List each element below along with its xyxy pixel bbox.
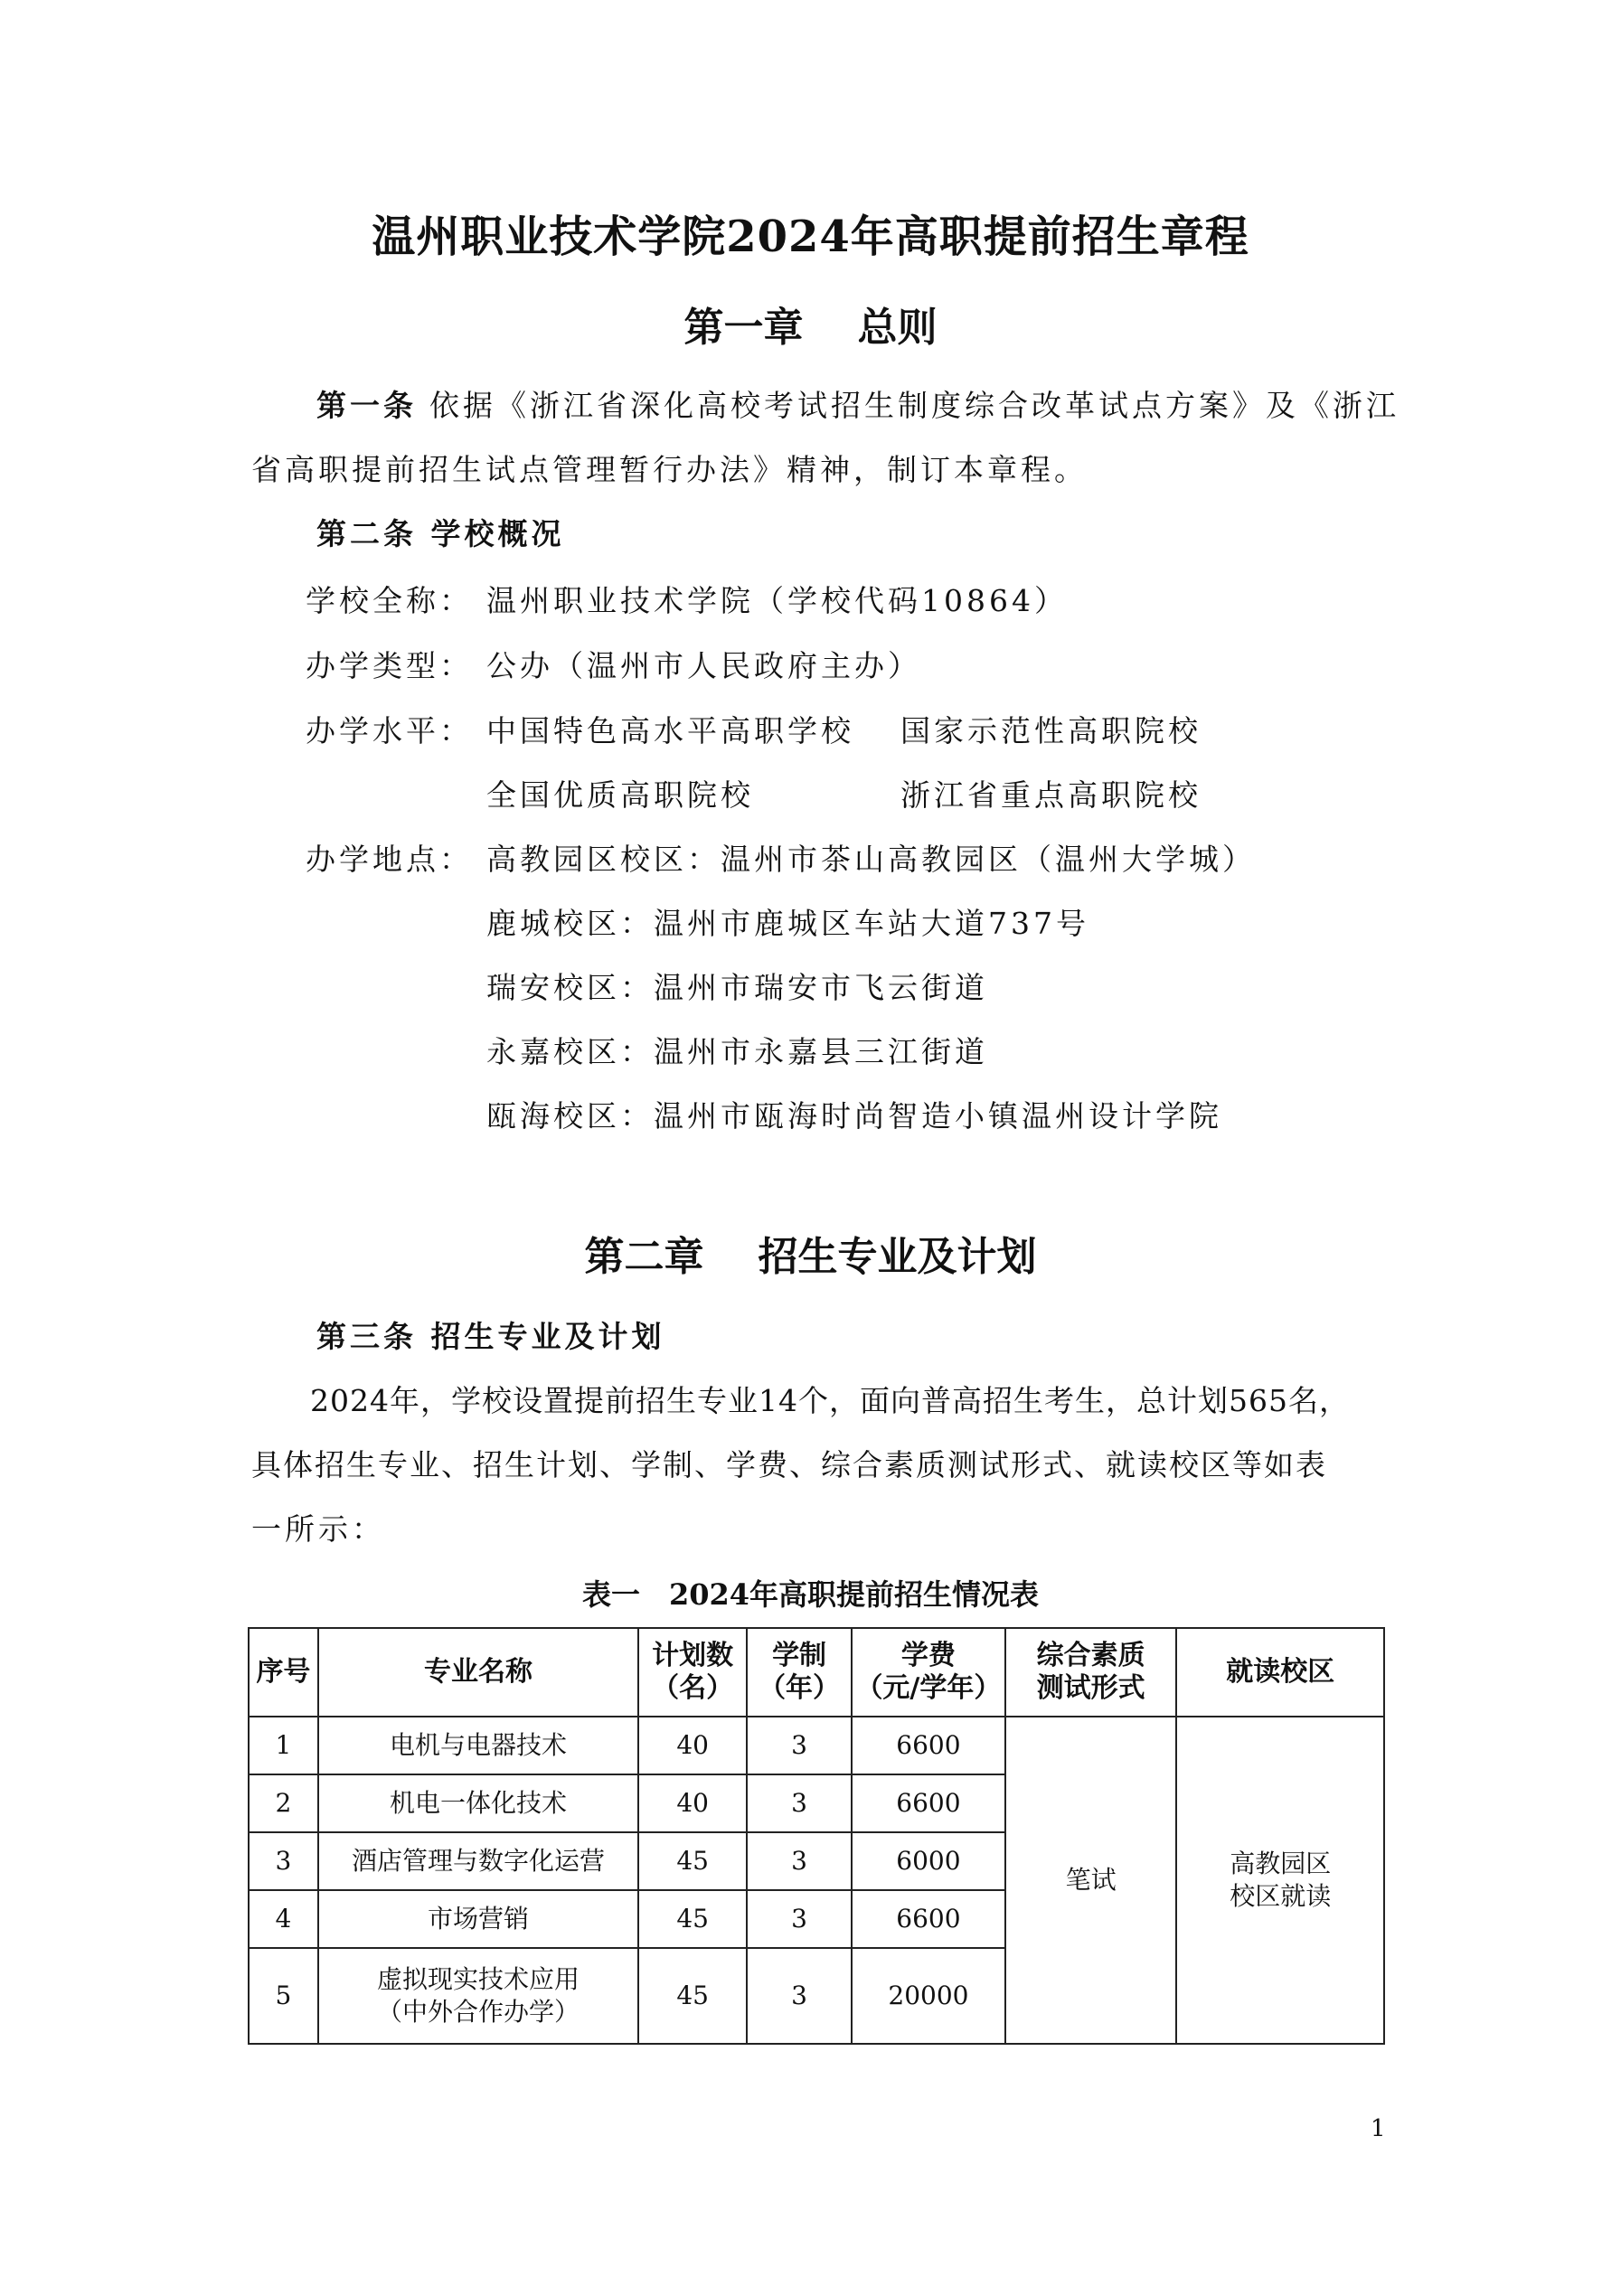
row-no: 3 [249, 1832, 318, 1890]
test-form-cell: 笔试 [1005, 1717, 1177, 2044]
article-2-heading: 第二条 学校概况 [316, 516, 565, 551]
row-years: 3 [747, 1832, 852, 1890]
campus-cell: 高教园区 校区就读 [1176, 1717, 1384, 2044]
school-level-2: 国家示范性高职院校 [900, 713, 1202, 748]
row-plan: 40 [638, 1717, 747, 1774]
school-type-label: 办学类型： [306, 648, 473, 683]
header-no: 序号 [249, 1628, 318, 1717]
row-plan: 45 [638, 1832, 747, 1890]
enrollment-plan-table [248, 1627, 1385, 2045]
row-plan: 45 [638, 1948, 747, 2044]
school-level-1: 中国特色高水平高职学校 [486, 713, 854, 748]
row-plan: 40 [638, 1774, 747, 1832]
chapter-2-number: 第二章 [584, 1234, 704, 1280]
row-major: 虚拟现实技术应用 （中外合作办学） [318, 1948, 638, 2044]
school-level-4: 浙江省重点高职院校 [900, 777, 1202, 813]
school-level-label: 办学水平： [306, 713, 473, 748]
row-years: 3 [747, 1774, 852, 1832]
row-major: 电机与电器技术 [318, 1717, 638, 1774]
row-no: 1 [249, 1717, 318, 1774]
header-years: 学制 （年） [747, 1628, 852, 1717]
school-type-value: 公办（温州市人民政府主办） [486, 648, 921, 683]
location-3: 瑞安校区：温州市瑞安市飞云街道 [486, 970, 988, 1005]
full-name-value: 温州职业技术学院（学校代码10864） [486, 583, 1068, 618]
chapter-2-name: 招生专业及计划 [758, 1234, 1037, 1280]
location-1: 高教园区校区：温州市茶山高教园区（温州大学城） [486, 842, 1256, 877]
article-1-label: 第一条 [316, 388, 417, 423]
header-test-form: 综合素质 测试形式 [1005, 1628, 1177, 1717]
table-caption: 表一 2024年高职提前招生情况表 [581, 1577, 1040, 1612]
article-3-line-2: 具体招生专业、招生计划、学制、学费、综合素质测试形式、就读校区等如表 [251, 1447, 1327, 1482]
table-row [249, 1717, 1384, 1774]
chapter-1-number: 第一章 [683, 305, 804, 351]
row-plan: 45 [638, 1890, 747, 1948]
location-2: 鹿城校区：温州市鹿城区车站大道737号 [486, 906, 1089, 941]
header-fee: 学费 （元/学年） [852, 1628, 1005, 1717]
location-4: 永嘉校区：温州市永嘉县三江街道 [486, 1034, 988, 1069]
row-years: 3 [747, 1948, 852, 2044]
chapter-2-heading [0, 1232, 1621, 1283]
page-number: 1 [1371, 2115, 1386, 2142]
header-major: 专业名称 [318, 1628, 638, 1717]
row-years: 3 [747, 1890, 852, 1948]
row-fee: 6600 [852, 1774, 1005, 1832]
article-3-heading: 第三条 招生专业及计划 [316, 1319, 665, 1354]
row-fee: 6600 [852, 1890, 1005, 1948]
row-major: 机电一体化技术 [318, 1774, 638, 1832]
row-no: 4 [249, 1890, 318, 1948]
location-5: 瓯海校区：温州市瓯海时尚智造小镇温州设计学院 [486, 1098, 1222, 1134]
location-label: 办学地点： [306, 842, 473, 877]
row-no: 2 [249, 1774, 318, 1832]
chapter-1-name: 总则 [857, 305, 938, 351]
article-3-line-1: 2024年，学校设置提前招生专业14个，面向普高招生考生，总计划565名， [310, 1383, 1350, 1418]
chapter-1-heading [0, 303, 1621, 353]
article-3-line-3: 一所示： [251, 1511, 385, 1547]
header-campus: 就读校区 [1176, 1628, 1384, 1717]
row-years: 3 [747, 1717, 852, 1774]
school-level-3: 全国优质高职院校 [486, 777, 754, 813]
article-1-line-2: 省高职提前招生试点管理暂行办法》精神，制订本章程。 [251, 452, 1088, 487]
article-1-text-1: 依据《浙江省深化高校考试招生制度综合改革试点方案》及《浙江 [429, 388, 1400, 423]
row-fee: 6000 [852, 1832, 1005, 1890]
row-major: 酒店管理与数字化运营 [318, 1832, 638, 1890]
table-header-row [249, 1628, 1384, 1717]
row-fee: 20000 [852, 1948, 1005, 2044]
header-plan: 计划数 （名） [638, 1628, 747, 1717]
row-no: 5 [249, 1948, 318, 2044]
full-name-label: 学校全称： [306, 583, 473, 618]
article-1-line-1 [316, 384, 1400, 428]
document-title: 温州职业技术学院2024年高职提前招生章程 [372, 212, 1249, 262]
row-fee: 6600 [852, 1717, 1005, 1774]
row-major: 市场营销 [318, 1890, 638, 1948]
